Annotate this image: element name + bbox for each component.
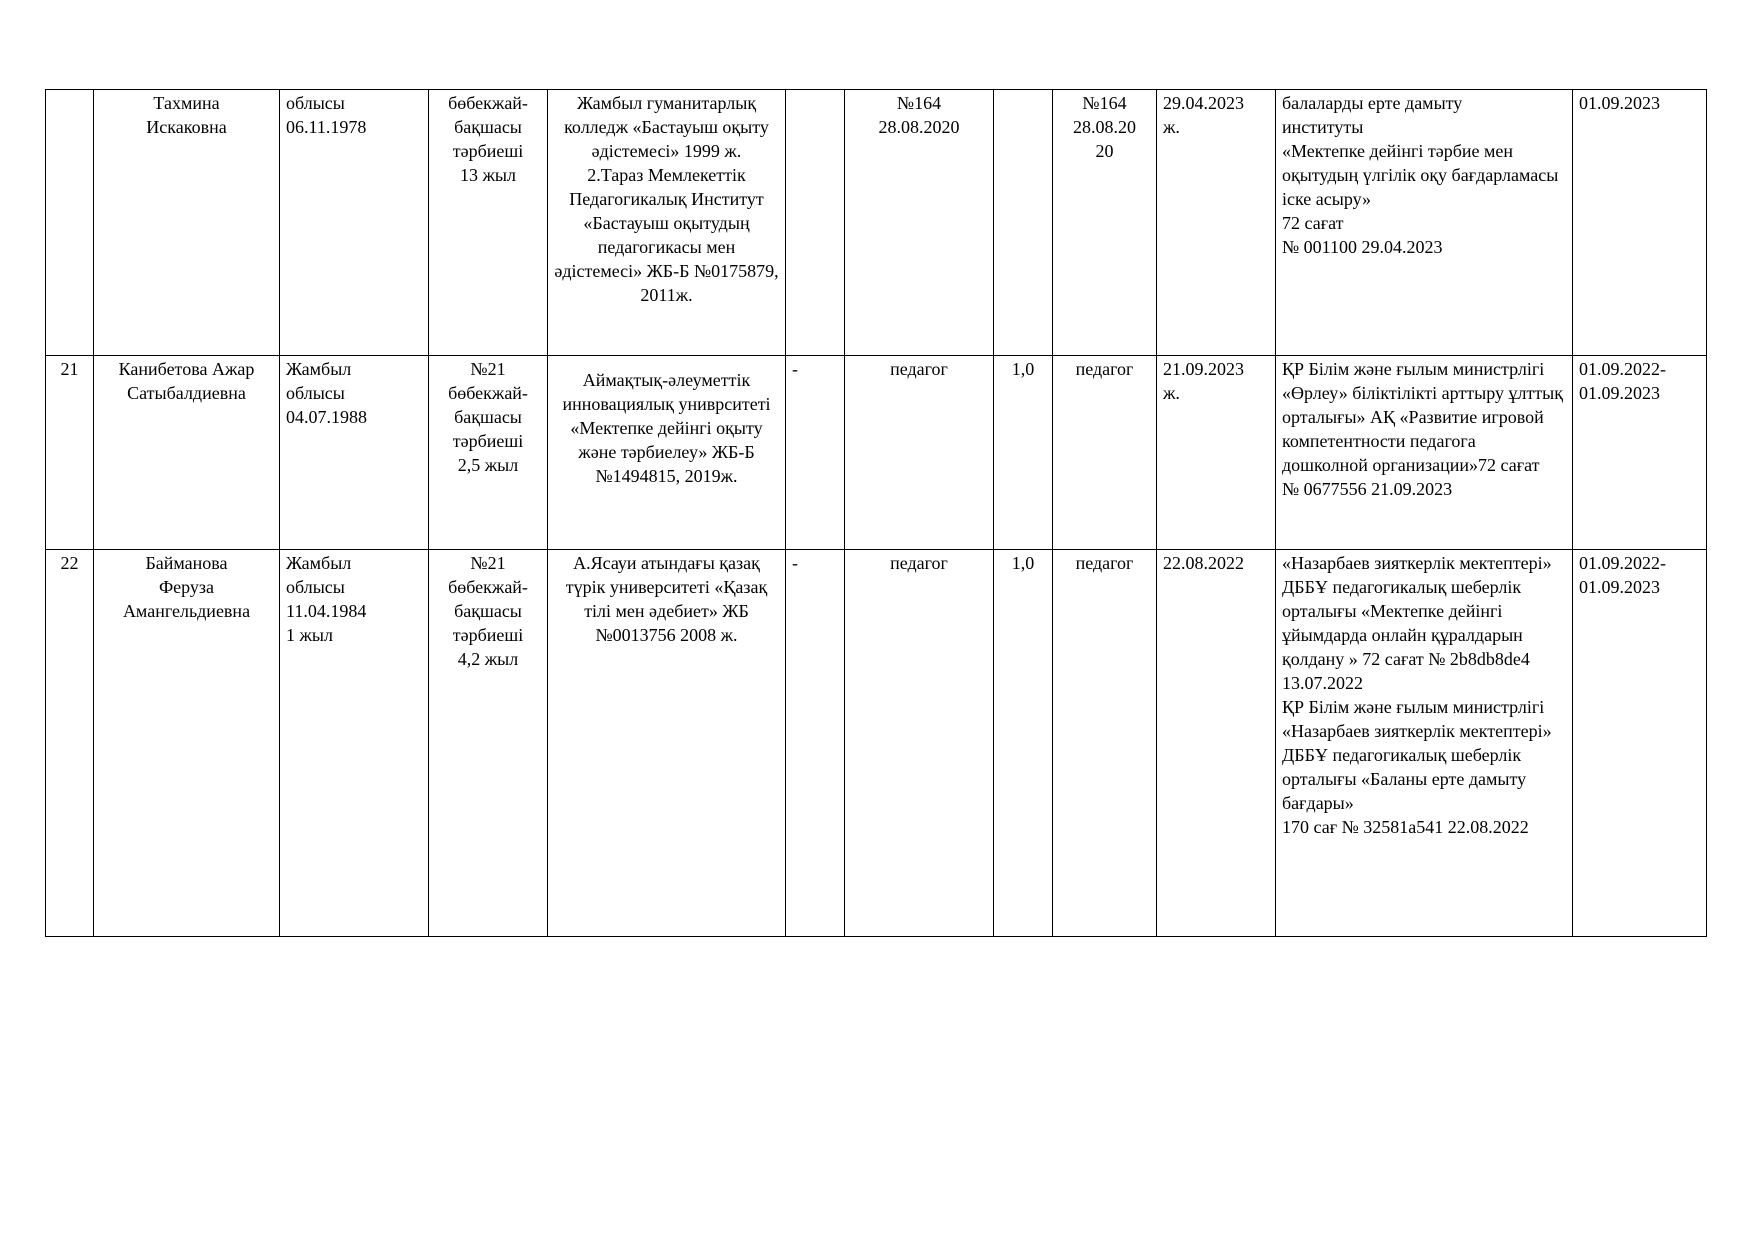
- col-8: 1,0: [994, 550, 1053, 937]
- col-7: №164 28.08.2020: [845, 90, 994, 356]
- birth-info: облысы 06.11.1978: [280, 90, 429, 356]
- table-row: [46, 550, 1707, 937]
- row-number: [46, 90, 94, 356]
- period: 01.09.2022- 01.09.2023: [1573, 356, 1707, 550]
- education: Аймақтық-әлеуметтік инновациялық униврситеті «Мектепке дейінгі оқыту және тәрбиелеу» ЖБ-Б №1494815, 2019ж.: [548, 356, 786, 550]
- col-6: -: [786, 550, 845, 937]
- col-9: педагог: [1053, 550, 1157, 937]
- col-7: педагог: [845, 550, 994, 937]
- education: Жамбыл гуманитарлық колледж «Бастауыш оқыту әдістемесі» 1999 ж. 2.Тараз Мемлекеттік Педагогикалық Институт «Бастауыш оқытудың педагогикасы мен әдістемесі» ЖБ-Б №0175879, 2011ж.: [548, 90, 786, 356]
- full-name: Байманова Феруза Амангельдиевна: [94, 550, 280, 937]
- courses: «Назарбаев зияткерлік мектептері» ДББҰ педагогикалық шеберлік орталығы «Мектепке дейінгі ұйымдарда онлайн құралдарын қолдану » 72 сағат № 2b8db8de4 13.07.2022 ҚР Білім және ғылым министрлігі «Назарбаев зияткерлік мектептері» ДББҰ педагогикалық шеберлік орталығы «Баланы ерте дамыту бағдары» 170 сағ № 32581а541 22.08.2022: [1276, 550, 1573, 937]
- col-6: -: [786, 356, 845, 550]
- staff-table: [45, 89, 1707, 937]
- full-name: Тахмина Искаковна: [94, 90, 280, 356]
- birth-info: Жамбыл облысы 04.07.1988: [280, 356, 429, 550]
- table-row: [46, 356, 1707, 550]
- workplace-experience: бөбекжай- бақшасы тәрбиеші 13 жыл: [429, 90, 548, 356]
- row-number: 21: [46, 356, 94, 550]
- row-number: 22: [46, 550, 94, 937]
- col-7: педагог: [845, 356, 994, 550]
- courses: балаларды ерте дамыту институты «Мектепке дейінгі тәрбие мен оқытудың үлгілік оқу бағдарламасы іске асыру» 72 сағат № 001100 29.04.2023: [1276, 90, 1573, 356]
- col-10: 22.08.2022: [1157, 550, 1276, 937]
- table-row: [46, 90, 1707, 356]
- col-10: 29.04.2023 ж.: [1157, 90, 1276, 356]
- period: 01.09.2022- 01.09.2023: [1573, 550, 1707, 937]
- col-8: [994, 90, 1053, 356]
- workplace-experience: №21 бөбекжай- бақшасы тәрбиеші 4,2 жыл: [429, 550, 548, 937]
- col-9: №164 28.08.20 20: [1053, 90, 1157, 356]
- col-6: [786, 90, 845, 356]
- col-9: педагог: [1053, 356, 1157, 550]
- col-10: 21.09.2023 ж.: [1157, 356, 1276, 550]
- period: 01.09.2023: [1573, 90, 1707, 356]
- courses: ҚР Білім және ғылым министрлігі «Өрлеу» біліктілікті арттыру ұлттық орталығы» АҚ «Развитие игровой компетентности педагога дошколной организации»72 сағат № 0677556 21.09.2023: [1276, 356, 1573, 550]
- workplace-experience: №21 бөбекжай- бақшасы тәрбиеші 2,5 жыл: [429, 356, 548, 550]
- education: А.Ясауи атындағы қазақ түрік университеті «Қазақ тілі мен әдебиет» ЖБ №0013756 2008 ж.: [548, 550, 786, 937]
- col-8: 1,0: [994, 356, 1053, 550]
- full-name: Канибетова Ажар Сатыбалдиевна: [94, 356, 280, 550]
- birth-info: Жамбыл облысы 11.04.1984 1 жыл: [280, 550, 429, 937]
